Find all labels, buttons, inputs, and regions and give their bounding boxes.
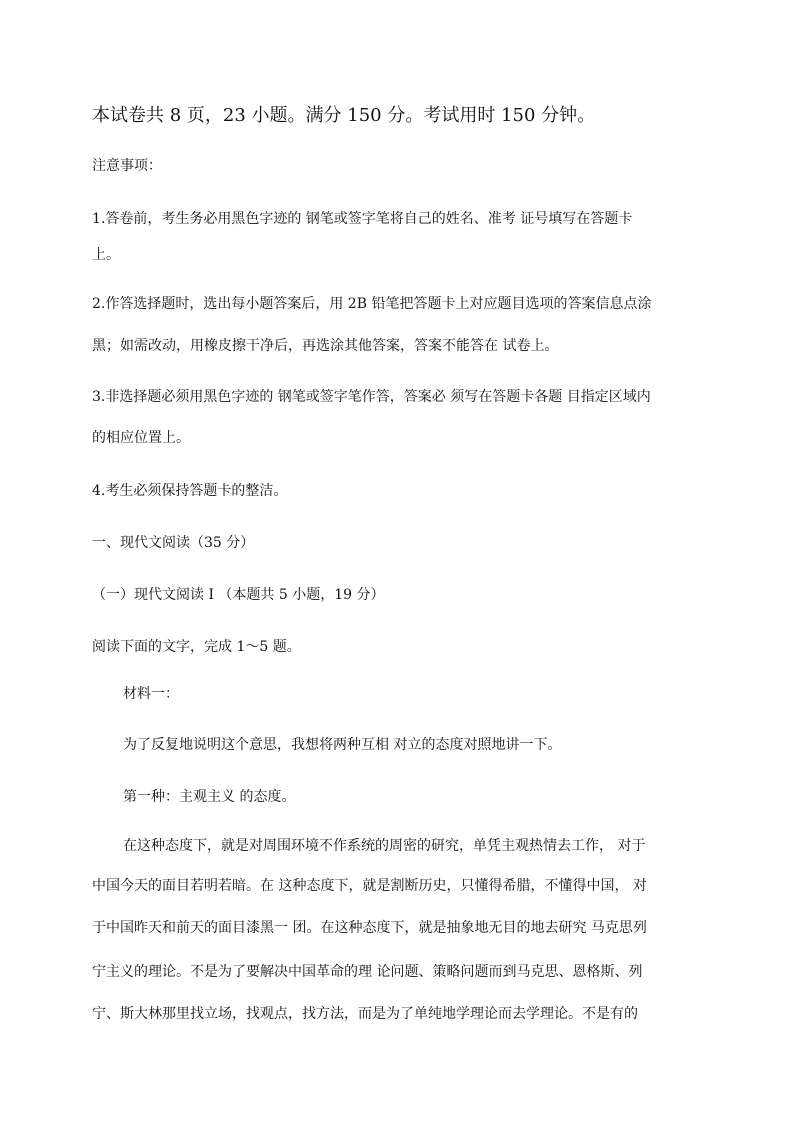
section-subheading: （一）现代文阅读 I （本题共 5 小题，19 分）	[92, 587, 385, 603]
material-paragraph-3-line-4: 宁主义的理论。不是为了要解决中国革命的理 论问题、策略问题而到马克思、恩格斯、列	[92, 964, 643, 980]
reading-instruction: 阅读下面的文字，完成 1～5 题。	[92, 639, 301, 655]
material-paragraph-2: 第一种：主观主义 的态度。	[123, 789, 296, 805]
section-heading: 一、现代文阅读（35 分）	[92, 535, 255, 551]
notice-item-3-line-1: 3.非选择题必须用黑色字迹的 钢笔或签字笔作答，答案必 须写在答题卡各题 目指定区域内	[92, 389, 651, 405]
material-paragraph-3-line-5: 宁、斯大林那里找立场，找观点，找方法，而是为了单纯地学理论而去学理论。不是有的	[92, 1006, 638, 1022]
exam-info-title: 本试卷共 8 页，23 小题。满分 150 分。考试用时 150 分钟。	[92, 105, 596, 126]
material-paragraph-3-line-3: 于中国昨天和前天的面目漆黑一 团。在这种态度下，就是抽象地无目的地去研究 马克思列	[92, 920, 647, 936]
material-paragraph-1: 为了反复地说明这个意思，我想将两种互相 对立的态度对照地讲一下。	[123, 737, 562, 753]
notice-item-1-line-2: 上。	[92, 247, 120, 263]
notice-item-2-line-2: 黑；如需改动，用橡皮擦干净后，再选涂其他答案，答案不能答在 试卷上。	[92, 338, 559, 354]
notice-item-4: 4.考生必须保持答题卡的整洁。	[92, 483, 288, 499]
material-label: 材料一：	[123, 686, 179, 702]
notice-heading: 注意事项：	[92, 158, 162, 174]
material-paragraph-3-line-2: 中国今天的面目若明若暗。在 这种态度下，就是割断历史，只懂得希腊，不懂得中国， 对	[92, 878, 647, 894]
notice-item-2-line-1: 2.作答选择题时，选出每小题答案后，用 2B 铅笔把答题卡上对应题目选项的答案信息点涂	[92, 296, 652, 312]
material-paragraph-3-line-1: 在这种态度下，就是对周围环境不作系统的周密的研究，单凭主观热情去工作， 对于	[123, 838, 646, 854]
notice-item-3-line-2: 的相应位置上。	[92, 430, 190, 446]
notice-item-1-line-1: 1.答卷前，考生务必用黑色字迹的 钢笔或签字笔将自己的姓名、准考 证号填写在答题卡	[92, 211, 633, 227]
